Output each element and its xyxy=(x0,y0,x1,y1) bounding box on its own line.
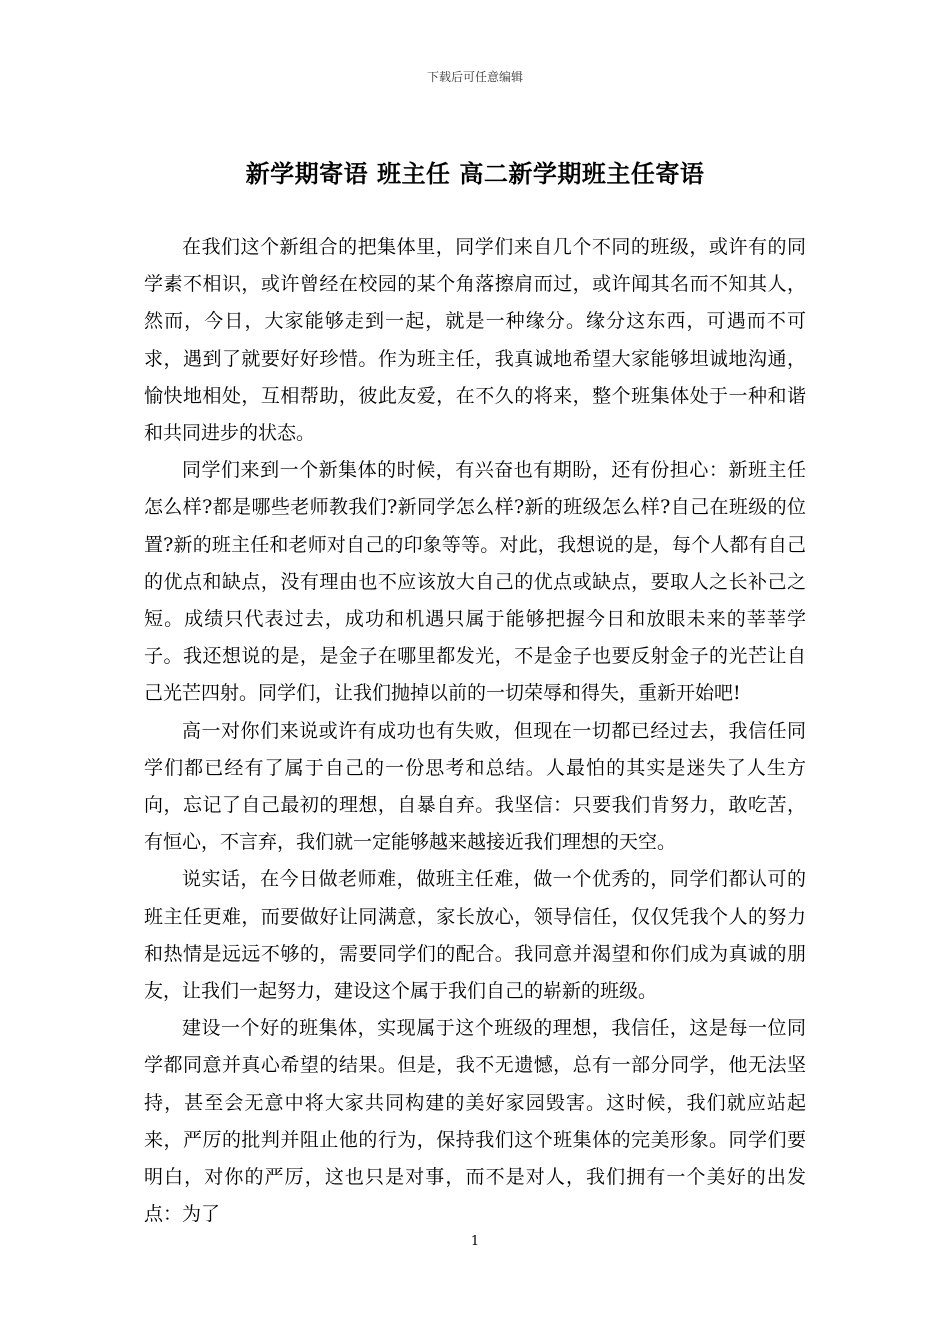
page-number: 1 xyxy=(470,1234,480,1249)
document-body xyxy=(144,229,806,1233)
paragraph-4: 说实话，在今日做老师难，做班主任难，做一个优秀的，同学们都认可的班主任更难，而要做好让同满意，家长放心，领导信任，仅仅凭我个人的努力和热情是远远不够的，需要同学们的配合。我同意并渴望和你们成为真诚的朋友，让我们一起努力，建设这个属于我们自己的崭新的班级。 xyxy=(144,868,806,1003)
paragraph-3: 高一对你们来说或许有成功也有失败，但现在一切都已经过去，我信任同学们都已经有了属于自己的一份思考和总结。人最怕的其实是迷失了人生方向，忘记了自己最初的理想，自暴自弃。我坚信：只要我们肯努力，敢吃苦，有恒心，不言弃，我们就一定能够越来越接近我们理想的天空。 xyxy=(144,719,806,854)
document-title: 新学期寄语 班主任 高二新学期班主任寄语 xyxy=(245,159,705,188)
paragraph-5: 建设一个好的班集体，实现属于这个班级的理想，我信任，这是每一位同学都同意并真心希望的结果。但是，我不无遗憾，总有一部分同学，他无法坚持，甚至会无意中将大家共同构建的美好家园毁害。这时候，我们就应站起来，严厉的批判并阻止他的行为，保持我们这个班集体的完美形象。同学们要明白，对你的严厉，这也只是对事，而不是对人，我们拥有一个美好的出发点：为了 xyxy=(144,1017,806,1226)
paragraph-1: 在我们这个新组合的把集体里，同学们来自几个不同的班级，或许有的同学素不相识，或许曾经在校园的某个角落擦肩而过，或许闻其名而不知其人，然而，今日，大家能够走到一起，就是一种缘分。缘分这东西，可遇而不可求，遇到了就要好好珍惜。作为班主任，我真诚地希望大家能够坦诚地沟通，愉快地相处，互相帮助，彼此友爱，在不久的将来，整个班集体处于一种和谐和共同进步的状态。 xyxy=(144,236,806,445)
header-note: 下载后可任意编辑 xyxy=(426,70,523,84)
paragraph-2: 同学们来到一个新集体的时候，有兴奋也有期盼，还有份担心：新班主任怎么样?都是哪些老师教我们?新同学怎么样?新的班级怎么样?自己在班级的位置?新的班主任和老师对自己的印象等等。对此，我想说的是，每个人都有自己的优点和缺点，没有理由也不应该放大自己的优点或缺点，要取人之长补己之短。成绩只代表过去，成功和机遇只属于能够把握今日和放眼未来的莘莘学子。我还想说的是，是金子在哪里都发光，不是金子也要反射金子的光芒让自己光芒四射。同学们，让我们抛掉以前的一切荣辱和得失，重新开始吧! xyxy=(144,459,806,705)
